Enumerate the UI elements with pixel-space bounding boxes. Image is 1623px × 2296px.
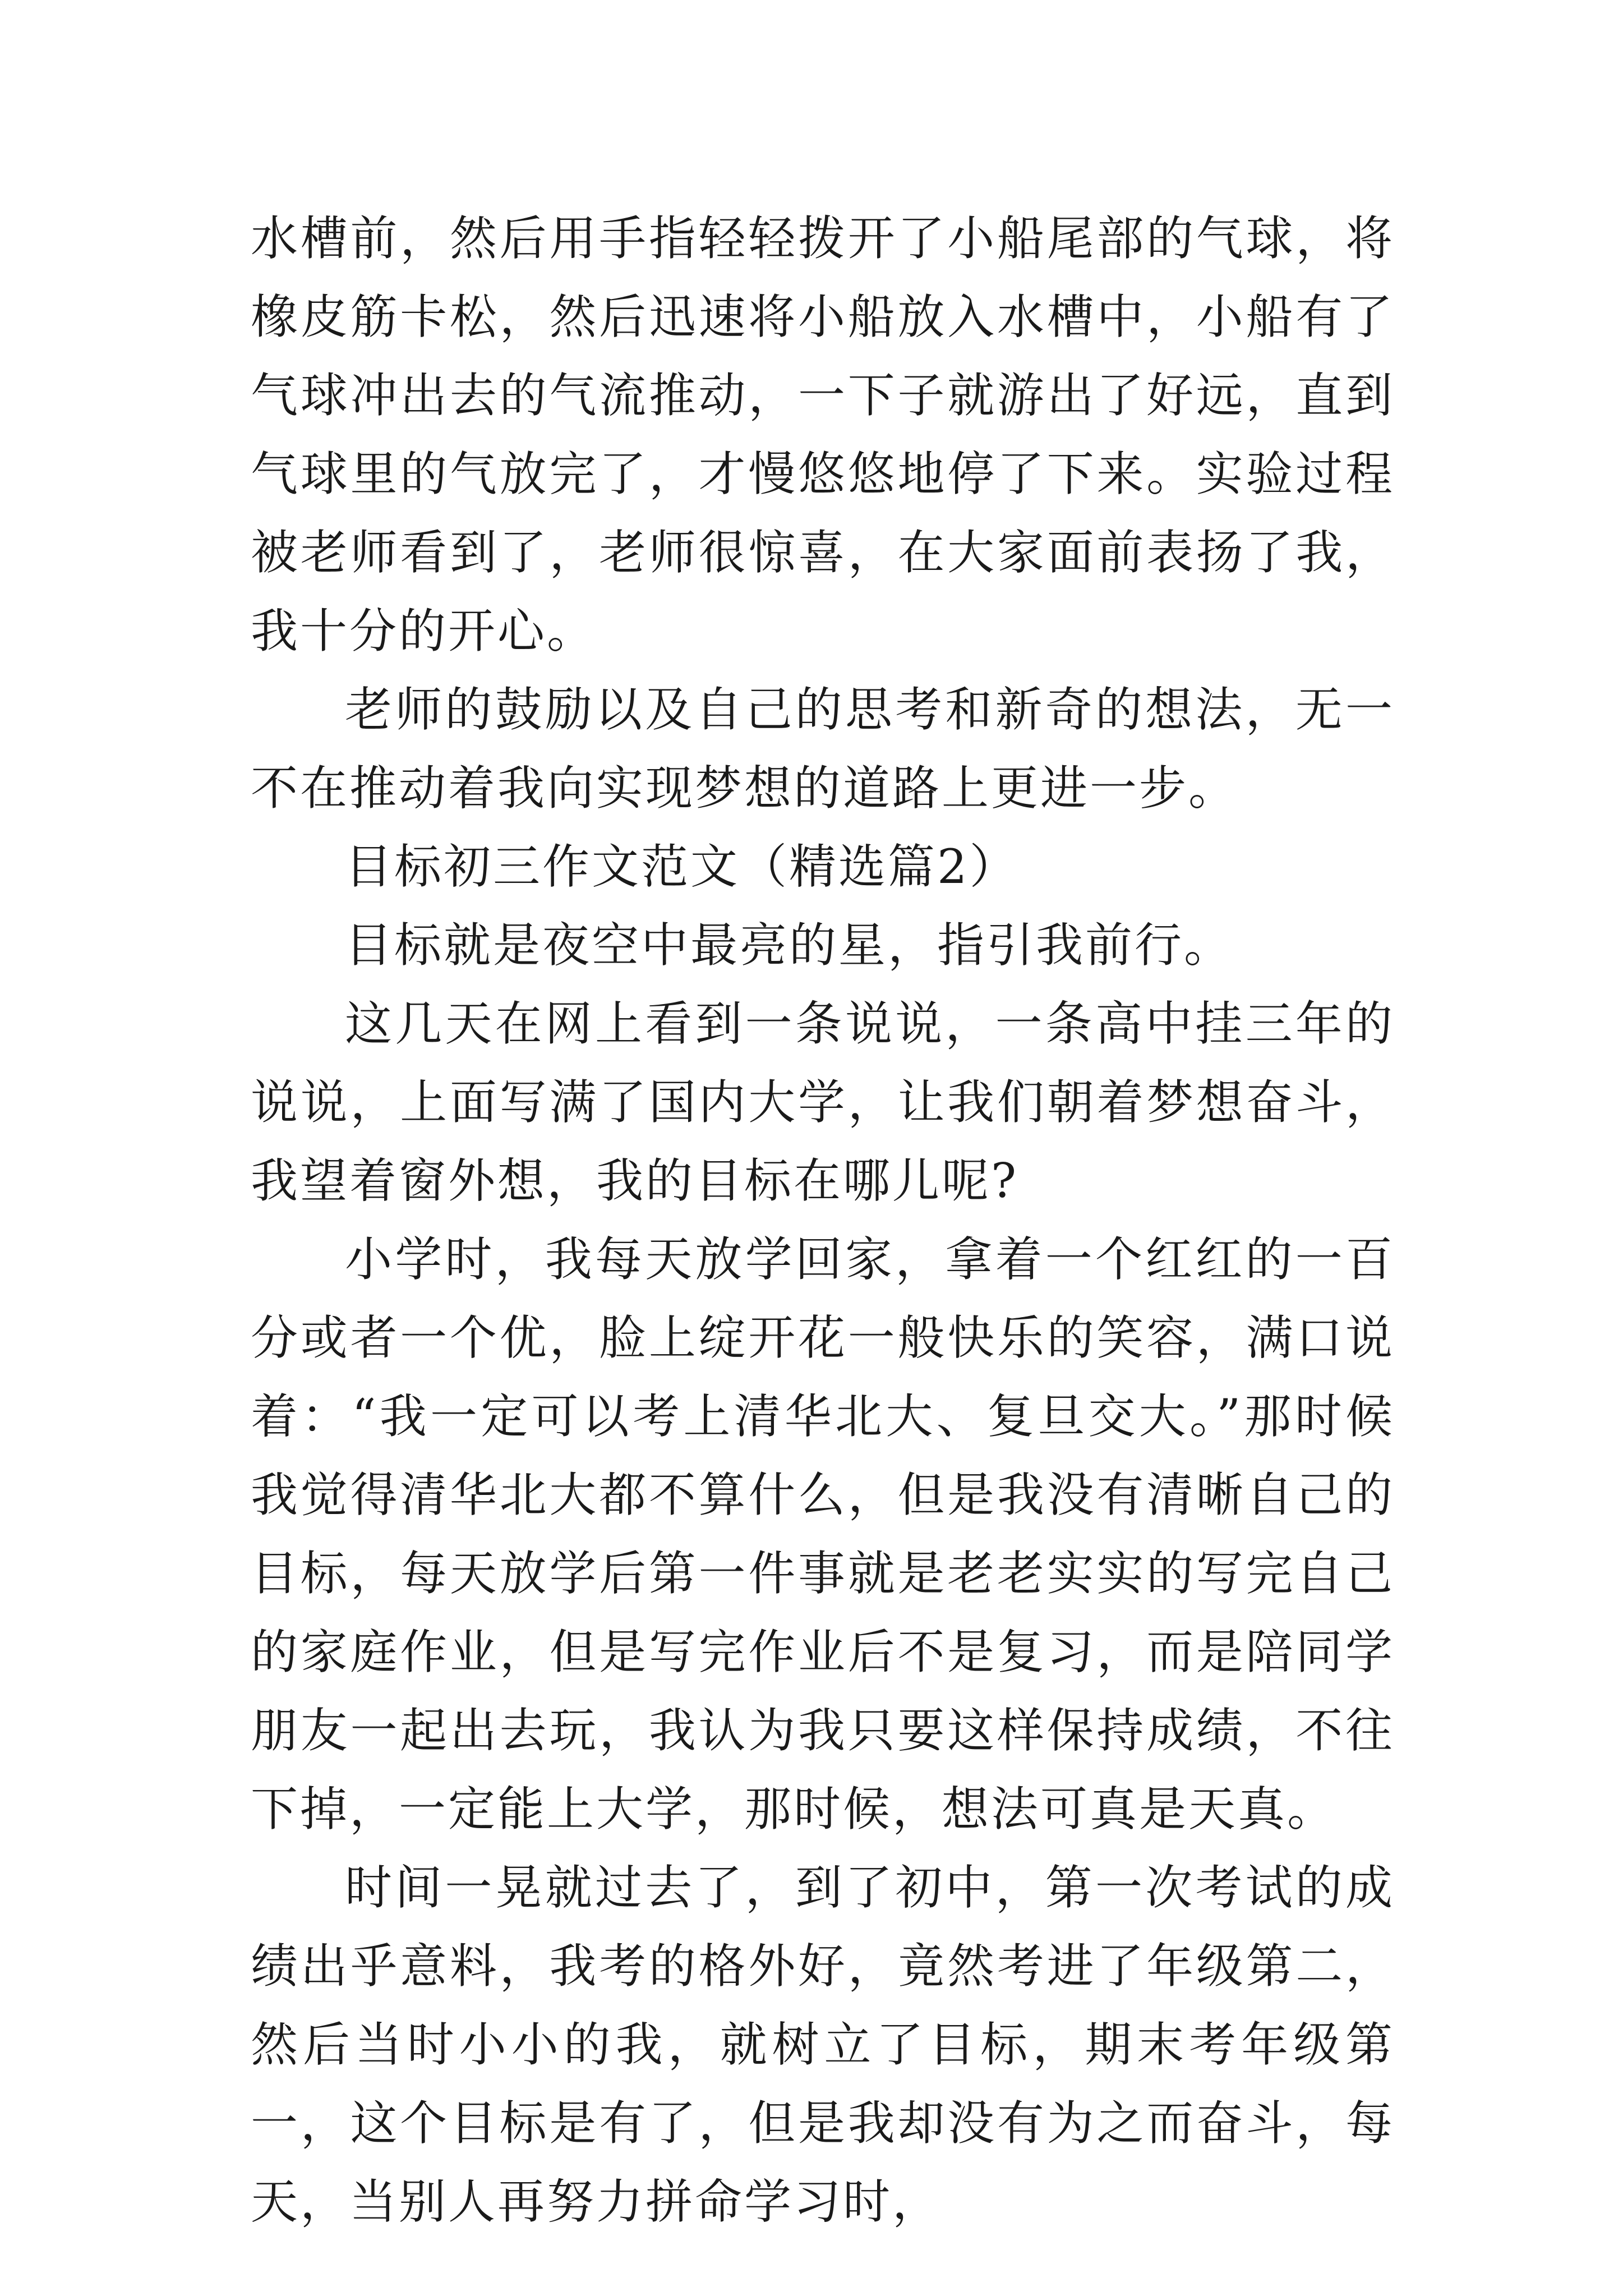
document-body	[251, 199, 1395, 2241]
section-heading: 目标初三作文范文（精选篇2）	[345, 839, 1019, 894]
paragraph: 这几天在网上看到一条说说，一条高中挂三年的说说，上面写满了国内大学，让我们朝着梦想奋斗，我望着窗外想，我的目标在哪儿呢?	[251, 996, 1395, 1208]
paragraph: 目标就是夜空中最亮的星，指引我前行。	[345, 918, 1234, 973]
paragraph: 老师的鼓励以及自己的思考和新奇的想法，无一不在推动着我向实现梦想的道路上更进一步。	[251, 682, 1395, 816]
paragraph: 水槽前，然后用手指轻轻拨开了小船尾部的气球，将橡皮筋卡松，然后迅速将小船放入水槽中，小船有了气球冲出去的气流推动，一下子就游出了好远，直到气球里的气放完了，才慢悠悠地停了下来。实验过程被老师看到了，老师很惊喜，在大家面前表扬了我，我十分的开心。	[251, 211, 1395, 659]
paragraph: 小学时，我每天放学回家，拿着一个红红的一百分或者一个优，脸上绽开花一般快乐的笑容，满口说着：“我一定可以考上清华北大、复旦交大。”那时候我觉得清华北大都不算什么，但是我没有清晰自己的目标，每天放学后第一件事就是老老实实的写完自己的家庭作业，但是写完作业后不是复习，而是陪同学朋友一起出去玩，我认为我只要这样保持成绩，不往下掉，一定能上大学，那时候，想法可真是天真。	[251, 1232, 1395, 1837]
paragraph: 时间一晃就过去了，到了初中，第一次考试的成绩出乎意料，我考的格外好，竟然考进了年级第二，然后当时小小的我，就树立了目标，期末考年级第一，这个目标是有了，但是我却没有为之而奋斗，每天，当别人再努力拼命学习时，	[251, 1860, 1395, 2229]
